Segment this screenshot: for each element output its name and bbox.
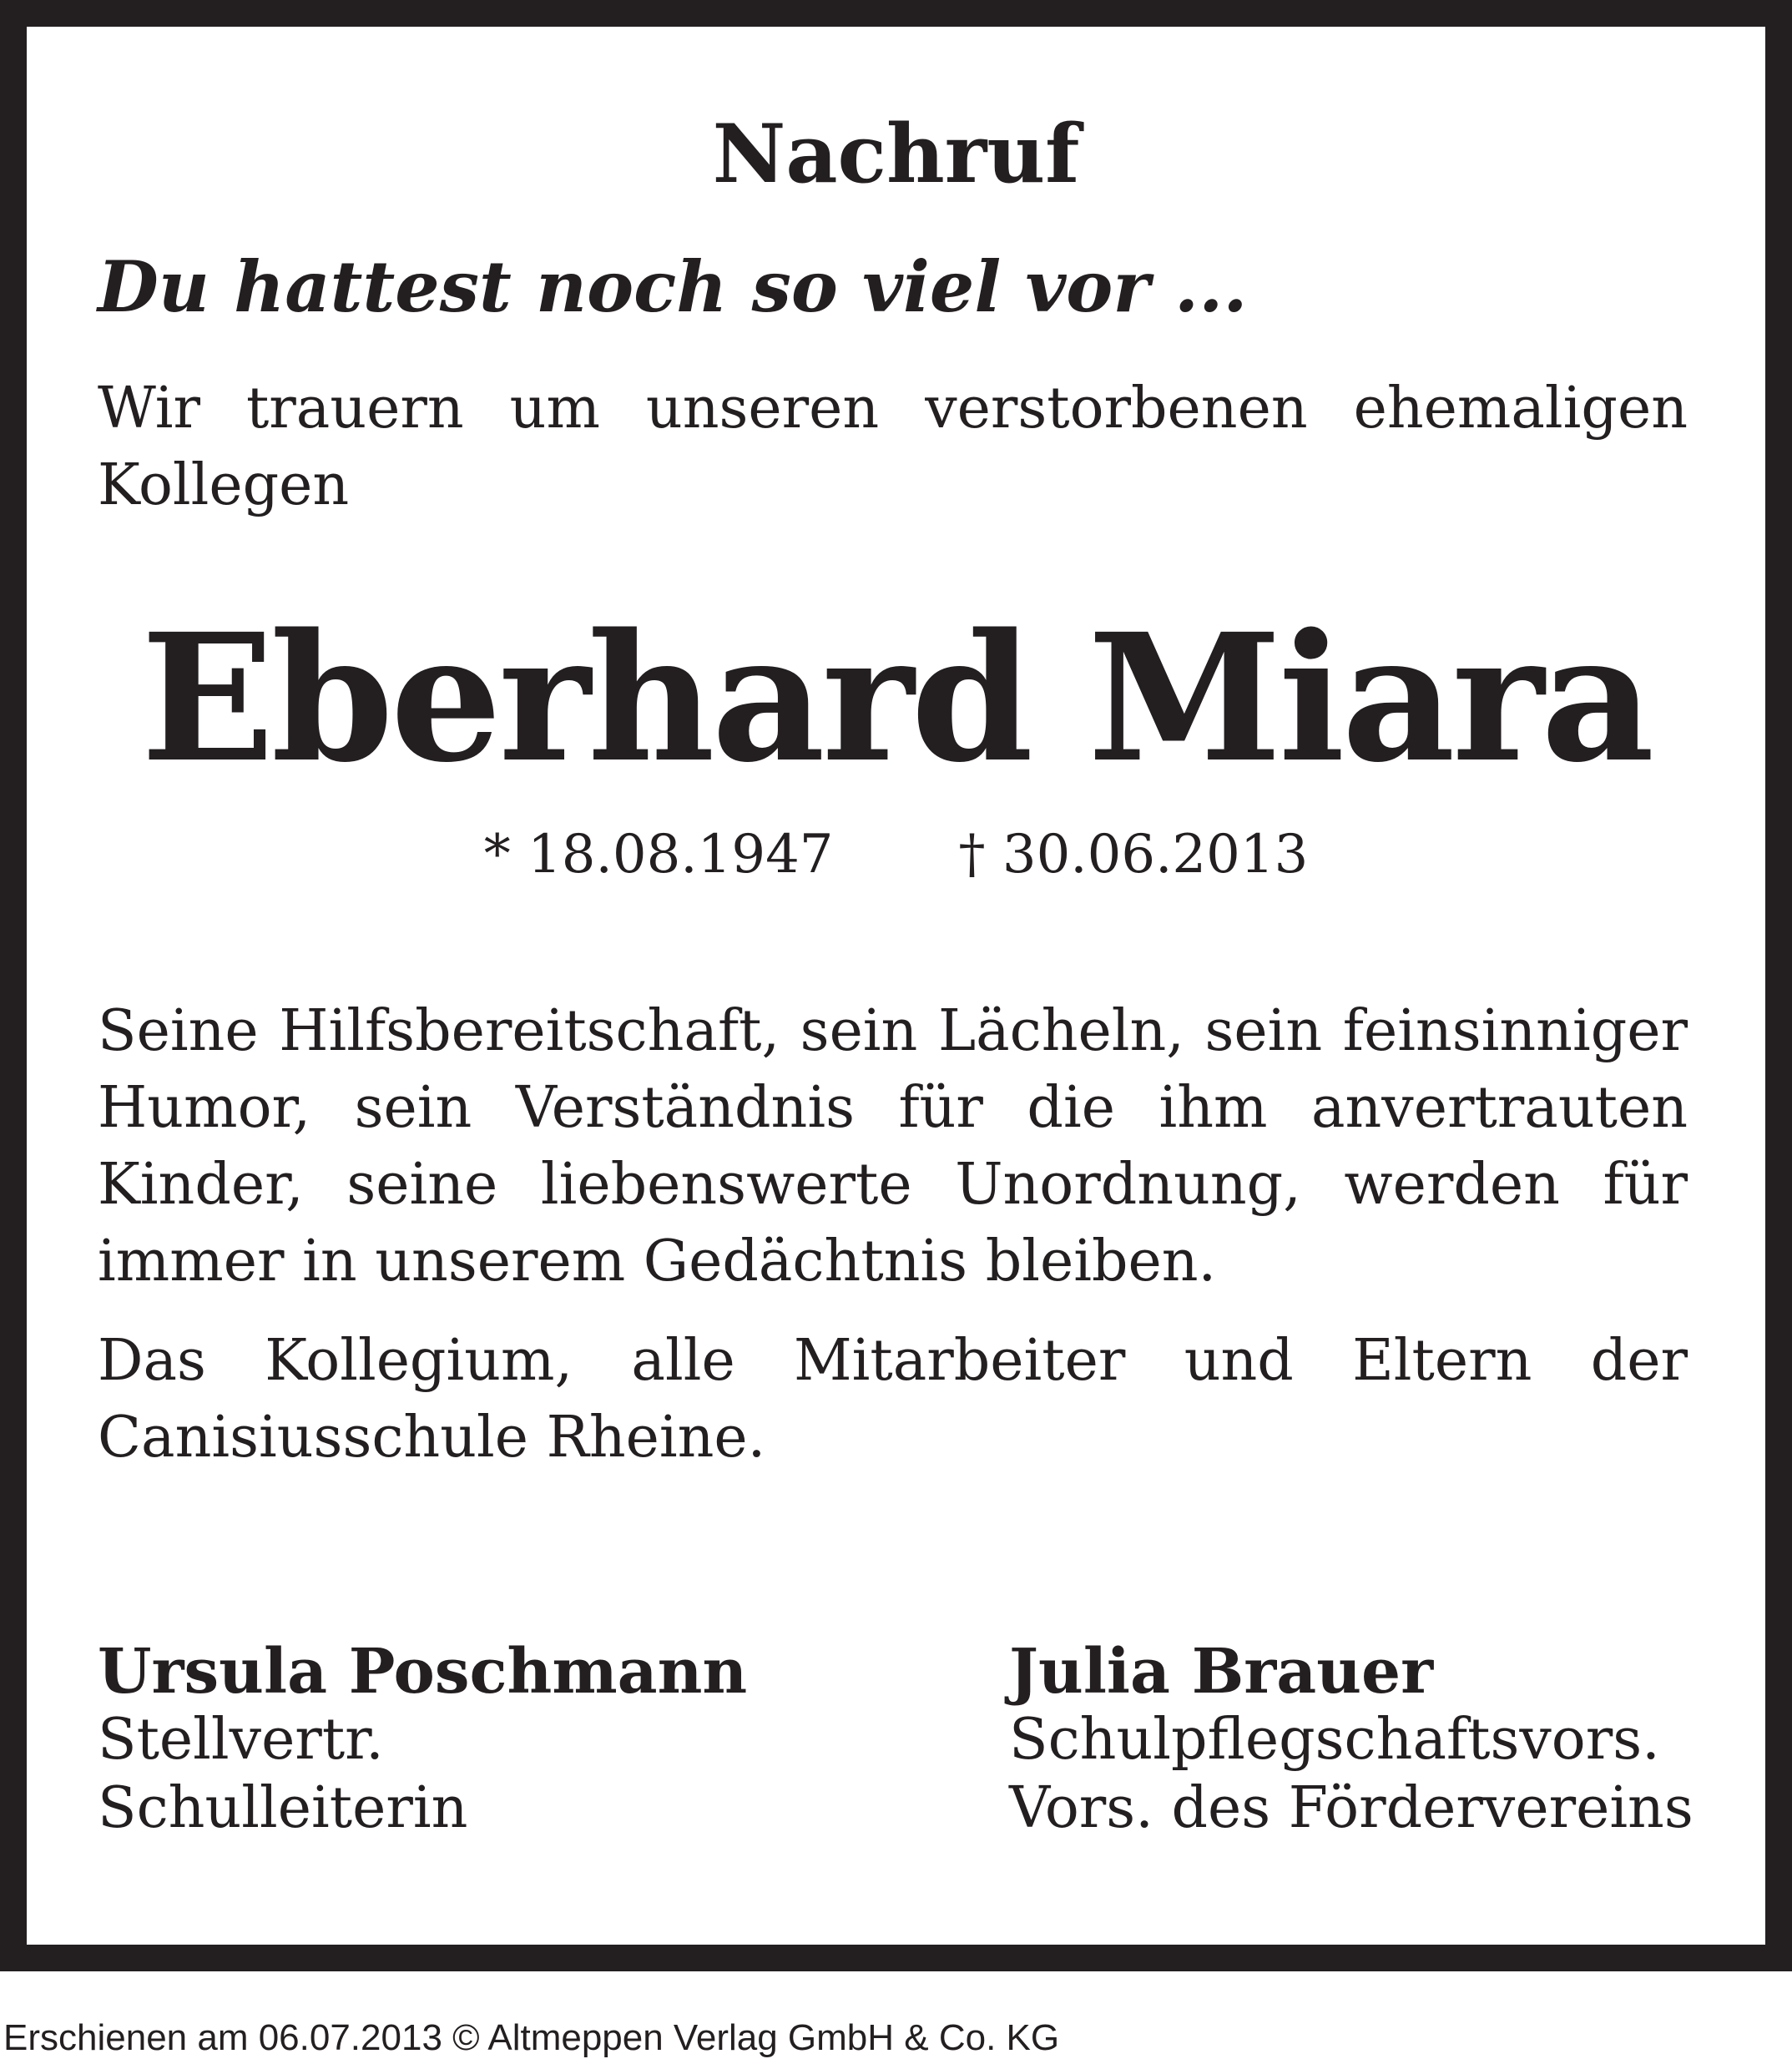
notice-panel (27, 27, 1765, 1945)
deceased-name: Eberhard Miara (140, 595, 1652, 801)
life-dates (27, 824, 1765, 886)
death-date: † 30.06.2013 (958, 824, 1309, 886)
signature-block (98, 1638, 747, 1843)
signatory-role: Schulleiterin (98, 1775, 468, 1841)
signatory-role: Schulpflegschaftsvors. (1009, 1707, 1660, 1773)
senders-text: Das Kollegium, alle Mitarbeiter und Eltern der Canisiusschule Rheine. (98, 1328, 1688, 1471)
publication-footer: Erschienen am 06.07.2013 © Altmeppen Verlag GmbH & Co. KG (3, 2017, 1060, 2058)
birth-date: * 18.08.1947 (483, 824, 834, 886)
signature-block (1009, 1638, 1694, 1843)
notice-subtitle: Du hattest noch so viel vor ... (98, 245, 1248, 328)
signatory-name: Ursula Poschmann (98, 1636, 748, 1708)
signatory-role: Stellvertr. (98, 1707, 384, 1773)
intro-text: Wir trauern um unseren verstorbenen ehemaligen Kollegen (98, 376, 1688, 518)
signatory-role: Vors. des Fördervereins (1009, 1775, 1694, 1841)
tribute-text: Seine Hilfsbereitschaft, sein Lächeln, sein feinsinniger Humor, sein Verständnis für die ihm anvertrauten Kinder, seine liebenswerte Unordnung, werden für immer in unserem Gedächtnis bleiben. (98, 998, 1688, 1294)
notice-heading: Nachruf (712, 107, 1080, 201)
signatory-name: Julia Brauer (1009, 1636, 1434, 1708)
